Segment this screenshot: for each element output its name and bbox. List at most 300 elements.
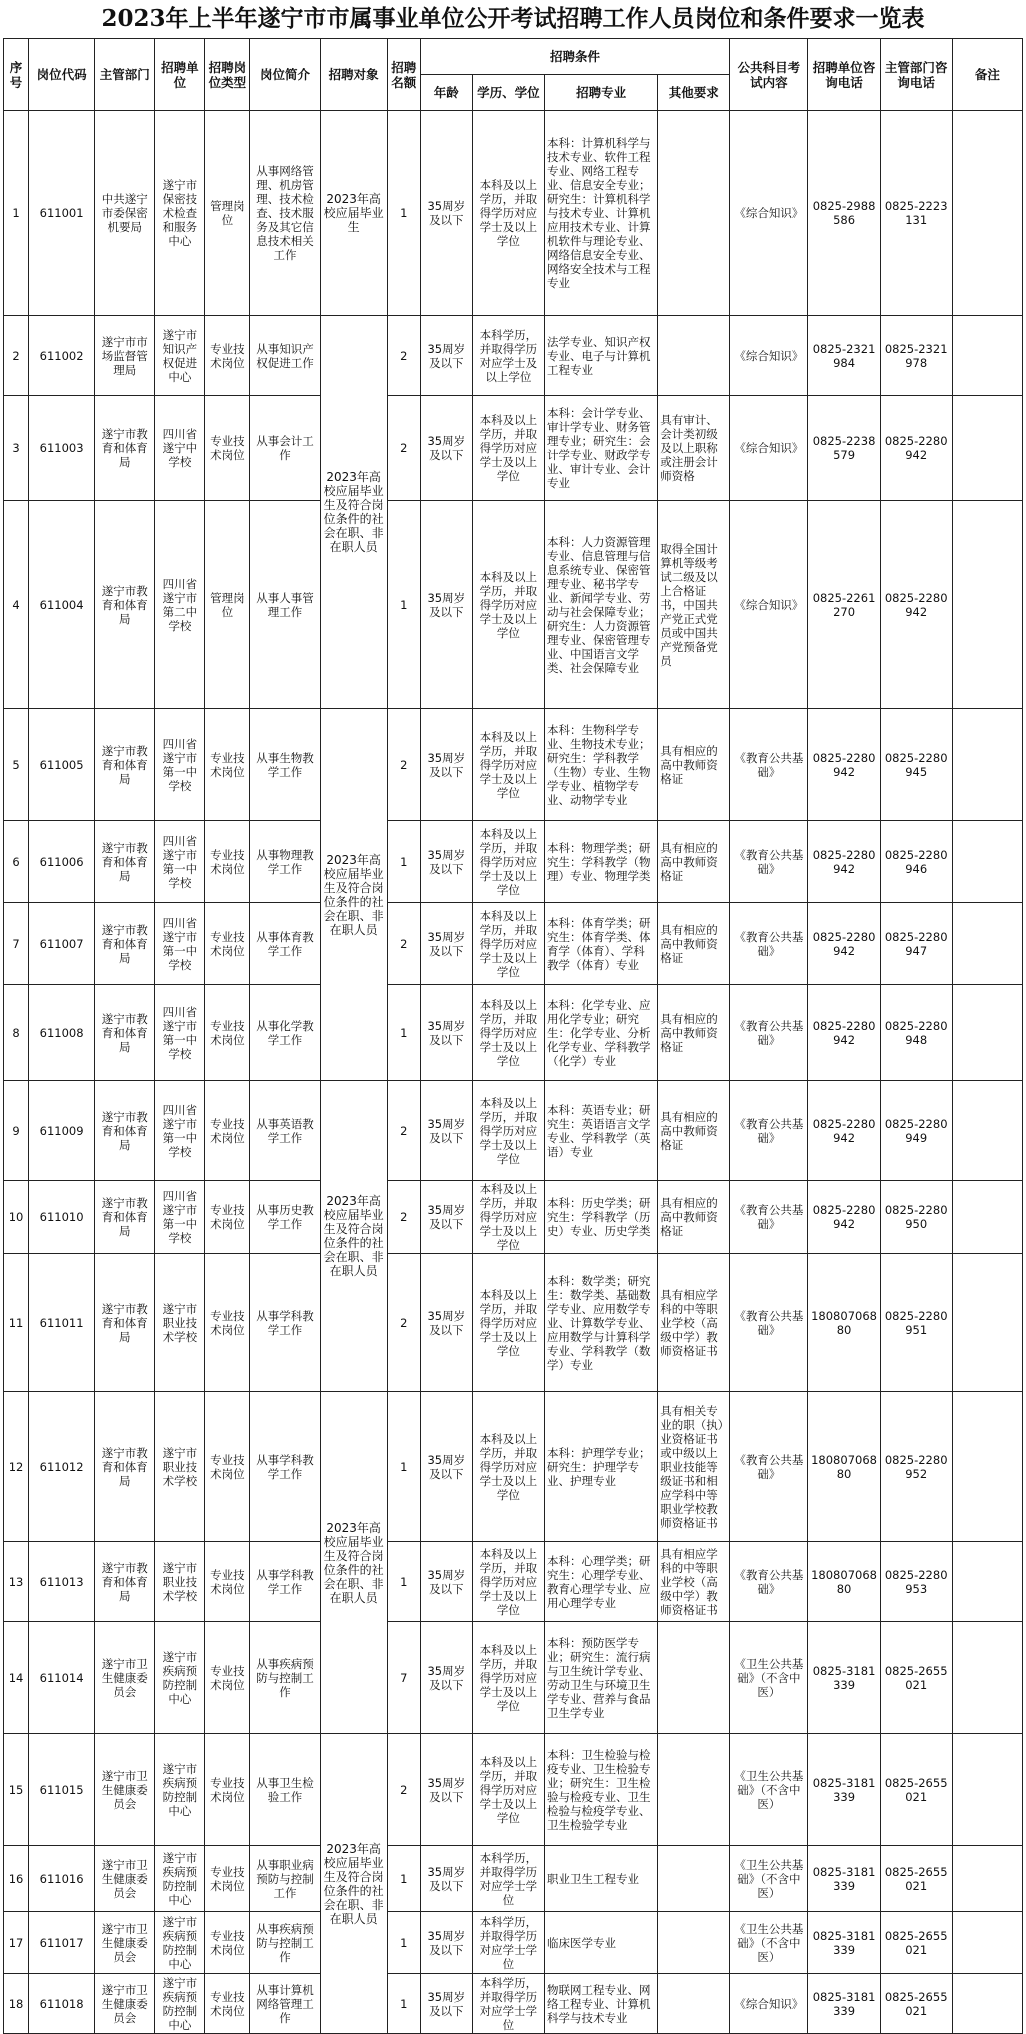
cell-edu: 本科及以上学历，并取得学历对应学士及以上学位 [472, 821, 544, 903]
cell-code: 611013 [29, 1542, 95, 1622]
cell-dept: 遂宁市卫生健康委员会 [95, 1622, 155, 1734]
cell-type: 专业技术岗位 [205, 1542, 250, 1622]
cell-count: 7 [387, 1622, 420, 1734]
cell-unit-phone: 0825-3181339 [808, 1846, 880, 1912]
cell-target: 2023年高校应届毕业生及符合岗位条件的社会在职、非在职人员 [320, 1734, 387, 2034]
cell-desc: 从事网络管理、机房管理、技术检查、技术服务及其它信息技术相关工作 [250, 111, 320, 316]
cell-exam: 《教育公共基础》 [730, 903, 808, 985]
cell-dept: 遂宁市教育和体育局 [95, 501, 155, 709]
table-row [4, 1734, 1023, 1846]
cell-age: 35周岁及以下 [420, 1974, 472, 2034]
header-unit-phone: 招聘单位咨询电话 [808, 39, 880, 111]
cell-code: 611011 [29, 1254, 95, 1392]
cell-no: 5 [4, 709, 29, 821]
header-count: 招聘名额 [387, 39, 420, 111]
cell-exam: 《教育公共基础》 [730, 821, 808, 903]
cell-major: 本科：计算机科学与技术专业、软件工程专业、网络工程专业、信息安全专业；研究生：计算机科学与技术专业、计算机应用技术专业、计算机软件与理论专业、网络信息安全专业、网络安全技术与工程专业 [544, 111, 657, 316]
cell-code: 611010 [29, 1181, 95, 1254]
cell-code: 611004 [29, 501, 95, 709]
cell-exam: 《教育公共基础》 [730, 1542, 808, 1622]
cell-count: 1 [387, 111, 420, 316]
cell-dept: 遂宁市卫生健康委员会 [95, 1846, 155, 1912]
cell-count: 2 [387, 709, 420, 821]
cell-unit: 遂宁市职业技术学校 [155, 1254, 205, 1392]
cell-unit: 四川省遂宁市第一中学校 [155, 1081, 205, 1181]
cell-major: 本科：体育学类；研究生：体育学类、体育学（体育）、学科教学（体育）专业 [544, 903, 657, 985]
cell-exam: 《综合知识》 [730, 111, 808, 316]
cell-age: 35周岁及以下 [420, 1734, 472, 1846]
cell-type: 专业技术岗位 [205, 1912, 250, 1974]
cell-exam: 《综合知识》 [730, 316, 808, 396]
cell-dept-phone: 0825-2655021 [880, 1622, 952, 1734]
cell-count: 1 [387, 1912, 420, 1974]
header-target: 招聘对象 [320, 39, 387, 111]
cell-desc: 从事会计工作 [250, 396, 320, 501]
cell-desc: 从事疾病预防与控制工作 [250, 1912, 320, 1974]
cell-edu: 本科及以上学历，并取得学历对应学士及以上学位 [472, 1181, 544, 1254]
cell-other: 具有相应的高中教师资格证 [658, 985, 730, 1081]
cell-no: 10 [4, 1181, 29, 1254]
cell-dept-phone: 0825-2280950 [880, 1181, 952, 1254]
cell-edu: 本科及以上学历，并取得学历对应学士及以上学位 [472, 111, 544, 316]
cell-edu: 本科学历，并取得学历对应学士学位 [472, 1912, 544, 1974]
cell-exam: 《教育公共基础》 [730, 1392, 808, 1542]
cell-no: 16 [4, 1846, 29, 1912]
cell-dept-phone: 0825-2280945 [880, 709, 952, 821]
cell-code: 611002 [29, 316, 95, 396]
cell-dept-phone: 0825-2655021 [880, 1846, 952, 1912]
cell-count: 1 [387, 501, 420, 709]
cell-type: 专业技术岗位 [205, 709, 250, 821]
cell-other: 具有相关专业的职（执）业资格证书或中级以上职业技能等级证书和相应学科中等职业学校教师资格证书 [658, 1392, 730, 1542]
cell-unit-phone: 18080706880 [808, 1542, 880, 1622]
cell-type: 专业技术岗位 [205, 1846, 250, 1912]
cell-remark [952, 1181, 1022, 1254]
table-row [4, 396, 1023, 501]
cell-desc: 从事历史教学工作 [250, 1181, 320, 1254]
table-row [4, 903, 1023, 985]
cell-unit-phone: 0825-2988586 [808, 111, 880, 316]
cell-edu: 本科及以上学历，并取得学历对应学士及以上学位 [472, 985, 544, 1081]
cell-other [658, 1734, 730, 1846]
cell-other: 具有相应的高中教师资格证 [658, 821, 730, 903]
cell-exam: 《教育公共基础》 [730, 709, 808, 821]
cell-other [658, 1974, 730, 2034]
cell-age: 35周岁及以下 [420, 1392, 472, 1542]
cell-desc: 从事学科教学工作 [250, 1392, 320, 1542]
cell-remark [952, 111, 1022, 316]
header-type: 招聘岗位类型 [205, 39, 250, 111]
cell-type: 专业技术岗位 [205, 821, 250, 903]
cell-count: 1 [387, 1392, 420, 1542]
cell-no: 18 [4, 1974, 29, 2034]
cell-no: 4 [4, 501, 29, 709]
cell-major: 职业卫生工程专业 [544, 1846, 657, 1912]
cell-edu: 本科及以上学历，并取得学历对应学士及以上学位 [472, 1081, 544, 1181]
cell-unit-phone: 0825-2321984 [808, 316, 880, 396]
cell-exam: 《教育公共基础》 [730, 1254, 808, 1392]
cell-major: 法学专业、知识产权专业、电子与计算机工程专业 [544, 316, 657, 396]
cell-edu: 本科及以上学历，并取得学历对应学士及以上学位 [472, 709, 544, 821]
header-desc: 岗位简介 [250, 39, 320, 111]
cell-major: 本科：历史学类；研究生：学科教学（历史）专业、历史学类 [544, 1181, 657, 1254]
cell-edu: 本科及以上学历，并取得学历对应学士及以上学位 [472, 903, 544, 985]
cell-unit: 四川省遂宁市第一中学校 [155, 1181, 205, 1254]
cell-unit: 遂宁市疾病预防控制中心 [155, 1912, 205, 1974]
cell-unit-phone: 0825-3181339 [808, 1734, 880, 1846]
cell-dept-phone: 0825-2280947 [880, 903, 952, 985]
cell-remark [952, 1081, 1022, 1181]
cell-desc: 从事学科教学工作 [250, 1542, 320, 1622]
cell-unit-phone: 0825-2261270 [808, 501, 880, 709]
cell-remark [952, 1734, 1022, 1846]
table-row [4, 316, 1023, 396]
cell-unit-phone: 0825-3181339 [808, 1622, 880, 1734]
cell-code: 611003 [29, 396, 95, 501]
cell-count: 2 [387, 903, 420, 985]
cell-age: 35周岁及以下 [420, 1181, 472, 1254]
cell-remark [952, 1846, 1022, 1912]
cell-unit: 四川省遂宁市第一中学校 [155, 985, 205, 1081]
cell-unit: 遂宁市疾病预防控制中心 [155, 1974, 205, 2034]
cell-unit: 遂宁市知识产权促进中心 [155, 316, 205, 396]
cell-no: 13 [4, 1542, 29, 1622]
cell-major: 临床医学专业 [544, 1912, 657, 1974]
cell-dept-phone: 0825-2280949 [880, 1081, 952, 1181]
cell-exam: 《教育公共基础》 [730, 1181, 808, 1254]
cell-dept-phone: 0825-2655021 [880, 1974, 952, 2034]
cell-edu: 本科及以上学历，并取得学历对应学士及以上学位 [472, 501, 544, 709]
cell-exam: 《卫生公共基础》（不含中医） [730, 1846, 808, 1912]
cell-exam: 《教育公共基础》 [730, 985, 808, 1081]
cell-major: 本科：卫生检验与检疫专业、卫生检验专业；研究生：卫生检验与检疫专业、卫生检验与检疫学专业、卫生检验学专业 [544, 1734, 657, 1846]
cell-age: 35周岁及以下 [420, 111, 472, 316]
cell-code: 611015 [29, 1734, 95, 1846]
cell-dept: 遂宁市教育和体育局 [95, 1542, 155, 1622]
header-conditions: 招聘条件 [420, 39, 730, 75]
cell-dept: 遂宁市教育和体育局 [95, 709, 155, 821]
cell-type: 专业技术岗位 [205, 316, 250, 396]
cell-dept-phone: 0825-2280946 [880, 821, 952, 903]
cell-remark [952, 316, 1022, 396]
cell-age: 35周岁及以下 [420, 903, 472, 985]
cell-dept: 遂宁市教育和体育局 [95, 1081, 155, 1181]
header-unit: 招聘单位 [155, 39, 205, 111]
header-edu: 学历、学位 [472, 75, 544, 111]
header-remark: 备注 [952, 39, 1022, 111]
cell-other [658, 1912, 730, 1974]
cell-dept-phone: 0825-2280951 [880, 1254, 952, 1392]
cell-type: 专业技术岗位 [205, 1974, 250, 2034]
header-dept: 主管部门 [95, 39, 155, 111]
cell-type: 专业技术岗位 [205, 1392, 250, 1542]
cell-type: 专业技术岗位 [205, 1081, 250, 1181]
cell-dept-phone: 0825-2280948 [880, 985, 952, 1081]
cell-count: 1 [387, 985, 420, 1081]
cell-dept: 遂宁市教育和体育局 [95, 903, 155, 985]
cell-desc: 从事计算机网络管理工作 [250, 1974, 320, 2034]
cell-age: 35周岁及以下 [420, 501, 472, 709]
cell-no: 1 [4, 111, 29, 316]
cell-type: 专业技术岗位 [205, 1181, 250, 1254]
cell-unit: 遂宁市职业技术学校 [155, 1392, 205, 1542]
cell-dept-phone: 0825-2280952 [880, 1392, 952, 1542]
cell-unit-phone: 0825-2280942 [808, 709, 880, 821]
cell-exam: 《综合知识》 [730, 501, 808, 709]
cell-target: 2023年高校应届毕业生及符合岗位条件的社会在职、非在职人员 [320, 709, 387, 1081]
cell-no: 2 [4, 316, 29, 396]
cell-remark [952, 1392, 1022, 1542]
cell-remark [952, 1622, 1022, 1734]
cell-remark [952, 501, 1022, 709]
cell-remark [952, 1974, 1022, 2034]
cell-unit: 四川省遂宁市第一中学校 [155, 903, 205, 985]
table-row [4, 1912, 1023, 1974]
cell-major: 本科：心理学类；研究生：心理学专业、教育心理学专业、应用心理学专业 [544, 1542, 657, 1622]
cell-exam: 《教育公共基础》 [730, 1081, 808, 1181]
cell-remark [952, 985, 1022, 1081]
header-major: 招聘专业 [544, 75, 657, 111]
cell-desc: 从事疾病预防与控制工作 [250, 1622, 320, 1734]
cell-dept-phone: 0825-2223131 [880, 111, 952, 316]
cell-remark [952, 1912, 1022, 1974]
cell-unit-phone: 0825-2238579 [808, 396, 880, 501]
cell-exam: 《卫生公共基础》（不含中医） [730, 1622, 808, 1734]
cell-age: 35周岁及以下 [420, 316, 472, 396]
table-row [4, 1254, 1023, 1392]
table-row [4, 1846, 1023, 1912]
cell-age: 35周岁及以下 [420, 985, 472, 1081]
cell-unit: 遂宁市职业技术学校 [155, 1542, 205, 1622]
header-dept-phone: 主管部门咨询电话 [880, 39, 952, 111]
cell-no: 12 [4, 1392, 29, 1542]
cell-major: 本科：会计学专业、审计学专业、财务管理专业；研究生：会计学专业、财政学专业、审计专业、会计专业 [544, 396, 657, 501]
cell-dept-phone: 0825-2321978 [880, 316, 952, 396]
cell-unit: 四川省遂宁市第一中学校 [155, 709, 205, 821]
cell-unit: 四川省遂宁市第二中学校 [155, 501, 205, 709]
cell-edu: 本科学历，并取得学历对应学士学位 [472, 1974, 544, 2034]
cell-count: 2 [387, 1734, 420, 1846]
cell-other [658, 1846, 730, 1912]
cell-dept: 遂宁市卫生健康委员会 [95, 1974, 155, 2034]
cell-desc: 从事人事管理工作 [250, 501, 320, 709]
cell-code: 611001 [29, 111, 95, 316]
header-exam: 公共科目考试内容 [730, 39, 808, 111]
cell-other: 具有相应学科的中等职业学校（高级中学）教师资格证书 [658, 1254, 730, 1392]
cell-exam: 《综合知识》 [730, 396, 808, 501]
cell-dept: 遂宁市教育和体育局 [95, 396, 155, 501]
cell-count: 1 [387, 821, 420, 903]
cell-count: 2 [387, 396, 420, 501]
cell-code: 611012 [29, 1392, 95, 1542]
cell-age: 35周岁及以下 [420, 709, 472, 821]
cell-age: 35周岁及以下 [420, 1846, 472, 1912]
cell-type: 专业技术岗位 [205, 396, 250, 501]
cell-dept: 遂宁市教育和体育局 [95, 1392, 155, 1542]
cell-no: 8 [4, 985, 29, 1081]
cell-major: 本科：物理学类；研究生：学科教学（物理）专业、物理学类 [544, 821, 657, 903]
cell-major: 本科：预防医学专业；研究生：流行病与卫生统计学专业、劳动卫生与环境卫生学专业、营养与食品卫生学专业 [544, 1622, 657, 1734]
cell-no: 11 [4, 1254, 29, 1392]
cell-code: 611014 [29, 1622, 95, 1734]
header-other: 其他要求 [658, 75, 730, 111]
cell-remark [952, 1542, 1022, 1622]
cell-exam: 《卫生公共基础》（不含中医） [730, 1912, 808, 1974]
cell-age: 35周岁及以下 [420, 1081, 472, 1181]
cell-type: 管理岗位 [205, 501, 250, 709]
cell-desc: 从事物理教学工作 [250, 821, 320, 903]
cell-type: 专业技术岗位 [205, 903, 250, 985]
cell-age: 35周岁及以下 [420, 1912, 472, 1974]
cell-other [658, 1622, 730, 1734]
cell-dept: 遂宁市教育和体育局 [95, 821, 155, 903]
cell-remark [952, 1254, 1022, 1392]
page-title: 2023年上半年遂宁市市属事业单位公开考试招聘工作人员岗位和条件要求一览表 [101, 5, 925, 32]
cell-desc: 从事学科教学工作 [250, 1254, 320, 1392]
cell-other: 具有审计、会计类初级及以上职称或注册会计师资格 [658, 396, 730, 501]
cell-major: 本科：数学类；研究生：数学类、基础数学专业、应用数学专业、计算数学专业、应用数学与计算科学专业、学科教学（数学）专业 [544, 1254, 657, 1392]
cell-dept: 中共遂宁市委保密机要局 [95, 111, 155, 316]
cell-code: 611009 [29, 1081, 95, 1181]
cell-unit: 遂宁市疾病预防控制中心 [155, 1734, 205, 1846]
cell-desc: 从事卫生检验工作 [250, 1734, 320, 1846]
cell-edu: 本科及以上学历，并取得学历对应学士及以上学位 [472, 1542, 544, 1622]
cell-exam: 《卫生公共基础》（不含中医） [730, 1734, 808, 1846]
cell-count: 2 [387, 1254, 420, 1392]
cell-unit-phone: 18080706880 [808, 1392, 880, 1542]
cell-no: 14 [4, 1622, 29, 1734]
cell-code: 611008 [29, 985, 95, 1081]
cell-unit: 四川省遂宁市第一中学校 [155, 821, 205, 903]
cell-unit-phone: 0825-2280942 [808, 985, 880, 1081]
recruitment-table [3, 38, 1023, 2034]
cell-major: 本科：护理学专业；研究生：护理学专业、护理专业 [544, 1392, 657, 1542]
cell-major: 物联网工程专业、网络工程专业、计算机科学与技术专业 [544, 1974, 657, 2034]
cell-unit: 遂宁市疾病预防控制中心 [155, 1846, 205, 1912]
table-row [4, 709, 1023, 821]
cell-major: 本科：生物科学专业、生物技术专业；研究生：学科教学（生物）专业、生物学专业、植物学专业、动物学专业 [544, 709, 657, 821]
table-row [4, 501, 1023, 709]
cell-remark [952, 396, 1022, 501]
cell-no: 3 [4, 396, 29, 501]
cell-code: 611018 [29, 1974, 95, 2034]
table-row [4, 985, 1023, 1081]
table-row [4, 821, 1023, 903]
cell-code: 611007 [29, 903, 95, 985]
header-code: 岗位代码 [29, 39, 95, 111]
header-age: 年龄 [420, 75, 472, 111]
cell-edu: 本科及以上学历，并取得学历对应学士及以上学位 [472, 1254, 544, 1392]
cell-type: 管理岗位 [205, 111, 250, 316]
cell-count: 2 [387, 1081, 420, 1181]
cell-remark [952, 821, 1022, 903]
cell-dept-phone: 0825-2655021 [880, 1912, 952, 1974]
cell-type: 专业技术岗位 [205, 1254, 250, 1392]
cell-age: 35周岁及以下 [420, 396, 472, 501]
table-row [4, 1622, 1023, 1734]
cell-desc: 从事职业病预防与控制工作 [250, 1846, 320, 1912]
cell-desc: 从事生物教学工作 [250, 709, 320, 821]
cell-code: 611005 [29, 709, 95, 821]
cell-age: 35周岁及以下 [420, 821, 472, 903]
cell-other: 具有相应的高中教师资格证 [658, 1081, 730, 1181]
cell-unit: 遂宁市保密技术检查和服务中心 [155, 111, 205, 316]
cell-unit-phone: 0825-2280942 [808, 903, 880, 985]
cell-other [658, 111, 730, 316]
cell-dept-phone: 0825-2280942 [880, 396, 952, 501]
cell-target: 2023年高校应届毕业生 [320, 111, 387, 316]
cell-other: 具有相应的高中教师资格证 [658, 903, 730, 985]
cell-count: 1 [387, 1846, 420, 1912]
cell-target: 2023年高校应届毕业生及符合岗位条件的社会在职、非在职人员 [320, 1392, 387, 1734]
cell-edu: 本科及以上学历，并取得学历对应学士及以上学位 [472, 1392, 544, 1542]
cell-count: 1 [387, 1974, 420, 2034]
cell-unit: 四川省遂宁中学校 [155, 396, 205, 501]
cell-dept: 遂宁市教育和体育局 [95, 985, 155, 1081]
cell-major: 本科：人力资源管理专业、信息管理与信息系统专业、保密管理专业、秘书学专业、新闻学专业、劳动与社会保障专业；研究生：人力资源管理专业、保密管理专业、中国语言文学类、社会保障专业 [544, 501, 657, 709]
header-no: 序号 [4, 39, 29, 111]
cell-other: 取得全国计算机等级考试二级及以上合格证书，中国共产党正式党员或中国共产党预备党员 [658, 501, 730, 709]
cell-age: 35周岁及以下 [420, 1254, 472, 1392]
table-row [4, 1081, 1023, 1181]
cell-type: 专业技术岗位 [205, 1734, 250, 1846]
cell-desc: 从事英语教学工作 [250, 1081, 320, 1181]
cell-code: 611006 [29, 821, 95, 903]
cell-dept-phone: 0825-2280953 [880, 1542, 952, 1622]
cell-desc: 从事化学教学工作 [250, 985, 320, 1081]
cell-major: 本科：英语专业；研究生：英语语言文学专业、学科教学（英语）专业 [544, 1081, 657, 1181]
cell-count: 2 [387, 1181, 420, 1254]
cell-edu: 本科及以上学历，并取得学历对应学士及以上学位 [472, 396, 544, 501]
cell-dept: 遂宁市教育和体育局 [95, 1254, 155, 1392]
cell-target: 2023年高校应届毕业生及符合岗位条件的社会在职、非在职人员 [320, 316, 387, 709]
cell-dept: 遂宁市市场监督管理局 [95, 316, 155, 396]
cell-exam: 《综合知识》 [730, 1974, 808, 2034]
cell-unit-phone: 0825-2280942 [808, 821, 880, 903]
cell-other: 具有相应的高中教师资格证 [658, 709, 730, 821]
cell-target: 2023年高校应届毕业生及符合岗位条件的社会在职、非在职人员 [320, 1081, 387, 1392]
cell-dept: 遂宁市卫生健康委员会 [95, 1734, 155, 1846]
table-row [4, 1392, 1023, 1542]
table-row [4, 1974, 1023, 2034]
cell-unit-phone: 0825-2280942 [808, 1081, 880, 1181]
table-row [4, 1181, 1023, 1254]
cell-age: 35周岁及以下 [420, 1622, 472, 1734]
cell-dept-phone: 0825-2655021 [880, 1734, 952, 1846]
cell-unit-phone: 18080706880 [808, 1254, 880, 1392]
cell-dept: 遂宁市卫生健康委员会 [95, 1912, 155, 1974]
cell-count: 2 [387, 316, 420, 396]
cell-other: 具有相应学科的中等职业学校（高级中学）教师资格证书 [658, 1542, 730, 1622]
cell-other: 具有相应的高中教师资格证 [658, 1181, 730, 1254]
cell-type: 专业技术岗位 [205, 985, 250, 1081]
cell-dept-phone: 0825-2280942 [880, 501, 952, 709]
table-row [4, 1542, 1023, 1622]
cell-desc: 从事体育教学工作 [250, 903, 320, 985]
cell-dept: 遂宁市教育和体育局 [95, 1181, 155, 1254]
cell-remark [952, 709, 1022, 821]
cell-count: 1 [387, 1542, 420, 1622]
table-row [4, 111, 1023, 316]
cell-edu: 本科学历，并取得学历对应学士及以上学位 [472, 316, 544, 396]
cell-code: 611016 [29, 1846, 95, 1912]
cell-major: 本科：化学专业、应用化学专业；研究生：化学专业、分析化学专业、学科教学（化学）专业 [544, 985, 657, 1081]
cell-age: 35周岁及以下 [420, 1542, 472, 1622]
cell-type: 专业技术岗位 [205, 1622, 250, 1734]
cell-other [658, 316, 730, 396]
cell-edu: 本科及以上学历，并取得学历对应学士及以上学位 [472, 1734, 544, 1846]
cell-unit: 遂宁市疾病预防控制中心 [155, 1622, 205, 1734]
